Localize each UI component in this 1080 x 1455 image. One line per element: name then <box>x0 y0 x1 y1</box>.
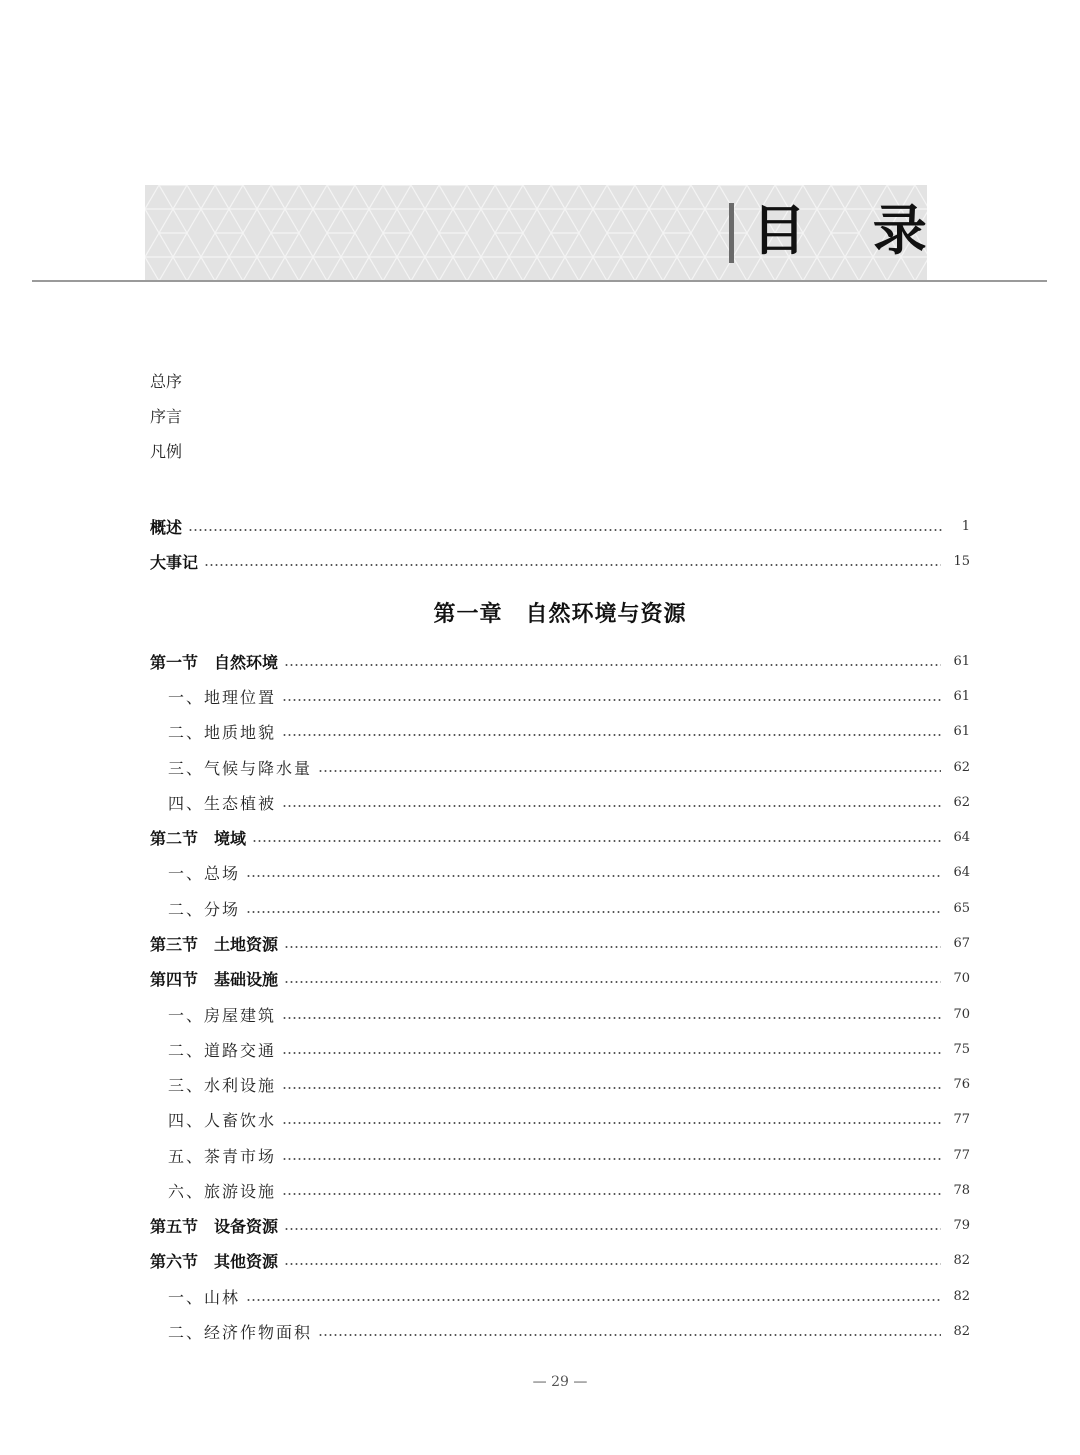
toc-entry-label: 五、茶青市场 <box>168 1146 277 1166</box>
toc-entry-label: 三、气候与降水量 <box>168 758 313 778</box>
dot-leader <box>246 1299 941 1301</box>
toc-subsection[interactable] <box>168 684 970 708</box>
toc-entry[interactable] <box>150 514 970 538</box>
toc-entry-page: 82 <box>953 1323 970 1339</box>
dot-leader <box>252 840 941 842</box>
toc-entry-page: 70 <box>953 1006 970 1022</box>
dot-leader <box>204 564 941 566</box>
toc-section[interactable] <box>150 1213 970 1237</box>
dot-leader <box>282 699 941 701</box>
toc-subsection[interactable] <box>168 1319 970 1343</box>
toc-entry-page: 61 <box>953 723 970 739</box>
toc-section[interactable] <box>150 1248 970 1272</box>
toc-entry-label: 四、生态植被 <box>168 793 277 813</box>
chapter-heading[interactable]: 第一章 自然环境与资源 <box>433 601 687 627</box>
toc-entry-label: 第一节 自然环境 <box>150 652 279 672</box>
toc-entry-label: 一、地理位置 <box>168 687 277 707</box>
toc-entry-page: 79 <box>953 1217 970 1233</box>
toc-subsection[interactable] <box>168 1072 970 1096</box>
toc-subsection[interactable] <box>168 1143 970 1167</box>
dot-leader <box>282 1052 941 1054</box>
toc-subsection[interactable] <box>168 1284 970 1308</box>
front-matter-item[interactable]: 凡例 <box>150 442 183 461</box>
header-rule <box>32 280 1047 282</box>
dot-leader <box>284 664 941 666</box>
page-number: — 29 — <box>532 1374 588 1390</box>
dot-leader <box>282 805 941 807</box>
toc-section[interactable] <box>150 825 970 849</box>
toc-subsection[interactable] <box>168 1002 970 1026</box>
dot-leader <box>282 1193 941 1195</box>
toc-entry-page: 67 <box>953 935 970 951</box>
title-accent-bar <box>729 203 734 263</box>
toc-section[interactable] <box>150 966 970 990</box>
front-matter-item[interactable]: 总序 <box>150 372 183 391</box>
dot-leader <box>246 875 941 877</box>
toc-entry-page: 64 <box>953 864 970 880</box>
toc-entry-label: 二、地质地貌 <box>168 722 277 742</box>
toc-entry-label: 六、旅游设施 <box>168 1181 277 1201</box>
toc-subsection[interactable] <box>168 896 970 920</box>
toc-entry-label: 概述 <box>150 517 183 537</box>
toc-entry-page: 61 <box>953 688 970 704</box>
toc-section[interactable] <box>150 931 970 955</box>
toc-entry-page: 1 <box>961 518 970 534</box>
dot-leader <box>318 770 941 772</box>
toc-subsection[interactable] <box>168 719 970 743</box>
dot-leader <box>282 734 941 736</box>
dot-leader <box>282 1087 941 1089</box>
toc-subsection[interactable] <box>168 790 970 814</box>
toc-entry-page: 15 <box>953 553 970 569</box>
toc-subsection[interactable] <box>168 1037 970 1061</box>
toc-entry-page: 77 <box>953 1147 970 1163</box>
toc-entry-page: 78 <box>953 1182 970 1198</box>
toc-entry-label: 三、水利设施 <box>168 1075 277 1095</box>
toc-entry-page: 76 <box>953 1076 970 1092</box>
toc-section[interactable] <box>150 649 970 673</box>
toc-entry-page: 75 <box>953 1041 970 1057</box>
dot-leader <box>282 1158 941 1160</box>
toc-entry-page: 62 <box>953 794 970 810</box>
dot-leader <box>284 1263 941 1265</box>
toc-entry-page: 61 <box>953 653 970 669</box>
toc-entry-page: 82 <box>953 1288 970 1304</box>
front-matter-item[interactable]: 序言 <box>150 407 183 426</box>
dot-leader <box>282 1017 941 1019</box>
toc-entry[interactable] <box>150 549 970 573</box>
toc-entry-page: 82 <box>953 1252 970 1268</box>
dot-leader <box>318 1334 941 1336</box>
toc-entry-label: 二、经济作物面积 <box>168 1322 313 1342</box>
toc-entry-label: 第五节 设备资源 <box>150 1216 279 1236</box>
toc-subsection[interactable] <box>168 755 970 779</box>
toc-entry-label: 四、人畜饮水 <box>168 1110 277 1130</box>
toc-entry-page: 77 <box>953 1111 970 1127</box>
toc-entry-label: 大事记 <box>150 552 199 572</box>
toc-entry-label: 一、山林 <box>168 1287 241 1307</box>
toc-entry-page: 65 <box>953 900 970 916</box>
dot-leader <box>284 981 941 983</box>
dot-leader <box>188 529 944 531</box>
toc-subsection[interactable] <box>168 1107 970 1131</box>
page-title: 目 录 <box>752 199 951 262</box>
toc-entry-label: 第三节 土地资源 <box>150 934 279 954</box>
toc-entry-label: 第二节 境域 <box>150 828 247 848</box>
toc-entry-page: 64 <box>953 829 970 845</box>
dot-leader <box>282 1122 941 1124</box>
toc-entry-label: 二、道路交通 <box>168 1040 277 1060</box>
dot-leader <box>246 911 941 913</box>
toc-entry-label: 二、分场 <box>168 899 241 919</box>
dot-leader <box>284 946 941 948</box>
toc-entry-label: 第六节 其他资源 <box>150 1251 279 1271</box>
toc-entry-page: 62 <box>953 759 970 775</box>
toc-entry-label: 一、房屋建筑 <box>168 1005 277 1025</box>
toc-subsection[interactable] <box>168 1178 970 1202</box>
toc-entry-page: 70 <box>953 970 970 986</box>
toc-entry-label: 一、总场 <box>168 863 241 883</box>
dot-leader <box>284 1228 941 1230</box>
toc-entry-label: 第四节 基础设施 <box>150 969 279 989</box>
toc-subsection[interactable] <box>168 860 970 884</box>
